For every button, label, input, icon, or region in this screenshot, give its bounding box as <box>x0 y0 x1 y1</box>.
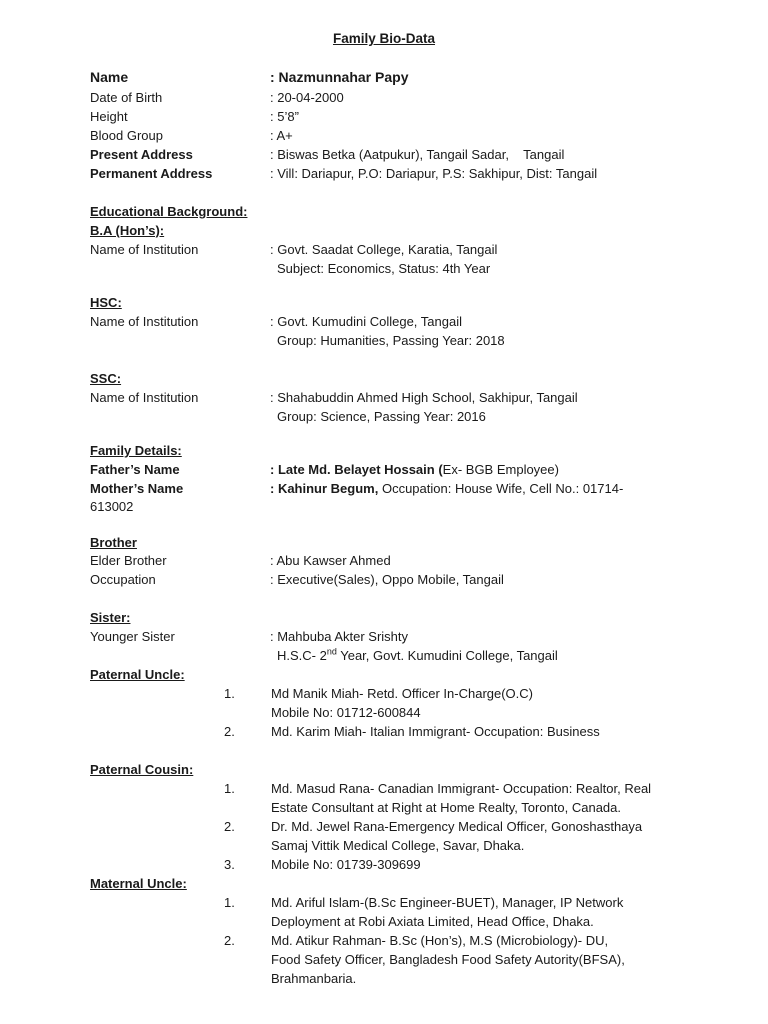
mother-label: Mother’s Name <box>90 481 184 496</box>
list-item-text: Food Safety Officer, Bangladesh Food Safety Autority(BFSA), <box>271 952 625 967</box>
name-value: : Nazmunnahar Papy <box>270 69 409 85</box>
blood-group-label: Blood Group <box>90 128 163 143</box>
father-name: : Late Md. Belayet Hossain ( <box>270 462 443 477</box>
permanent-address-label: Permanent Address <box>90 166 213 181</box>
list-item-number: 1. <box>224 781 235 796</box>
elder-brother-value: : Abu Kawser Ahmed <box>270 553 391 568</box>
present-address-value: : Biswas Betka (Aatpukur), Tangail Sadar, Tangail <box>270 147 565 162</box>
sister-detail <box>277 646 558 665</box>
name-label: Name <box>90 69 129 85</box>
younger-sister-label: Younger Sister <box>90 629 175 644</box>
blood-group-value: : A+ <box>270 128 293 143</box>
list-item-text: Md. Masud Rana- Canadian Immigrant- Occupation: Realtor, Real <box>271 781 652 796</box>
permanent-address-value: : Vill: Dariapur, P.O: Dariapur, P.S: Sakhipur, Dist: Tangail <box>270 166 598 181</box>
brother-occupation-label: Occupation <box>90 572 156 587</box>
hsc-detail: Group: Humanities, Passing Year: 2018 <box>277 333 505 348</box>
dob-label: Date of Birth <box>90 90 163 105</box>
list-item-number: 1. <box>224 686 235 701</box>
brother-occupation-value: : Executive(Sales), Oppo Mobile, Tangail <box>270 572 504 587</box>
hsc-institution-label: Name of Institution <box>90 314 199 329</box>
paternal-cousin-heading: Paternal Cousin: <box>90 762 194 777</box>
document-title: Family Bio-Data <box>332 31 436 46</box>
list-item-text: Mobile No: 01712-600844 <box>271 705 421 720</box>
ba-institution-value: : Govt. Saadat College, Karatia, Tangail <box>270 242 498 257</box>
list-item-text: Samaj Vittik Medical College, Savar, Dhaka. <box>271 838 525 853</box>
height-value: : 5’8” <box>270 109 299 124</box>
sister-detail-post: Year, Govt. Kumudini College, Tangail <box>336 648 558 663</box>
list-item-text: Md. Karim Miah- Italian Immigrant- Occupation: Business <box>271 724 600 739</box>
mother-value <box>270 479 623 498</box>
list-item-number: 3. <box>224 857 235 872</box>
ssc-institution-value: : Shahabuddin Ahmed High School, Sakhipur, Tangail <box>270 390 578 405</box>
list-item-text: Md. Atikur Rahman- B.Sc (Hon’s), M.S (Microbiology)- DU, <box>271 933 609 948</box>
height-label: Height <box>90 109 128 124</box>
ba-detail: Subject: Economics, Status: 4th Year <box>277 261 491 276</box>
present-address-label: Present Address <box>90 147 193 162</box>
ba-institution-label: Name of Institution <box>90 242 199 257</box>
list-item-number: 2. <box>224 933 235 948</box>
father-label: Father’s Name <box>90 462 180 477</box>
ba-heading: B.A (Hon’s): <box>90 223 165 238</box>
sister-detail-pre: H.S.C- 2 <box>277 648 327 663</box>
hsc-heading: HSC: <box>90 295 122 310</box>
list-item-text: Deployment at Robi Axiata Limited, Head Office, Dhaka. <box>271 914 594 929</box>
list-item-text: Dr. Md. Jewel Rana-Emergency Medical Officer, Gonoshasthaya <box>271 819 643 834</box>
elder-brother-label: Elder Brother <box>90 553 167 568</box>
list-item-text: Brahmanbaria. <box>271 971 357 986</box>
list-item-text: Estate Consultant at Right at Home Realty, Toronto, Canada. <box>271 800 621 815</box>
mother-phone-continued: 613002 <box>90 499 134 514</box>
father-value <box>270 460 559 479</box>
paternal-uncle-heading: Paternal Uncle: <box>90 667 185 682</box>
list-item-text: Mobile No: 01739-309699 <box>271 857 421 872</box>
father-note: Ex- BGB Employee) <box>442 462 559 477</box>
mother-note: Occupation: House Wife, Cell No.: 01714- <box>378 481 624 496</box>
sister-detail-sup: nd <box>326 646 337 657</box>
list-item-number: 2. <box>224 819 235 834</box>
list-item-text: Md. Ariful Islam-(B.Sc Engineer-BUET), Manager, IP Network <box>271 895 624 910</box>
brother-heading: Brother <box>90 535 137 550</box>
education-heading: Educational Background: <box>90 204 248 219</box>
maternal-uncle-heading: Maternal Uncle: <box>90 876 187 891</box>
family-heading: Family Details: <box>90 443 182 458</box>
younger-sister-value: : Mahbuba Akter Srishty <box>270 629 409 644</box>
sister-heading: Sister: <box>90 610 131 625</box>
ssc-institution-label: Name of Institution <box>90 390 199 405</box>
hsc-institution-value: : Govt. Kumudini College, Tangail <box>270 314 462 329</box>
list-item-number: 1. <box>224 895 235 910</box>
list-item-text: Md Manik Miah- Retd. Officer In-Charge(O.C) <box>271 686 533 701</box>
list-item-number: 2. <box>224 724 235 739</box>
ssc-heading: SSC: <box>90 371 122 386</box>
ssc-detail: Group: Science, Passing Year: 2016 <box>277 409 486 424</box>
mother-name: : Kahinur Begum, <box>270 481 379 496</box>
dob-value: : 20-04-2000 <box>270 90 344 105</box>
